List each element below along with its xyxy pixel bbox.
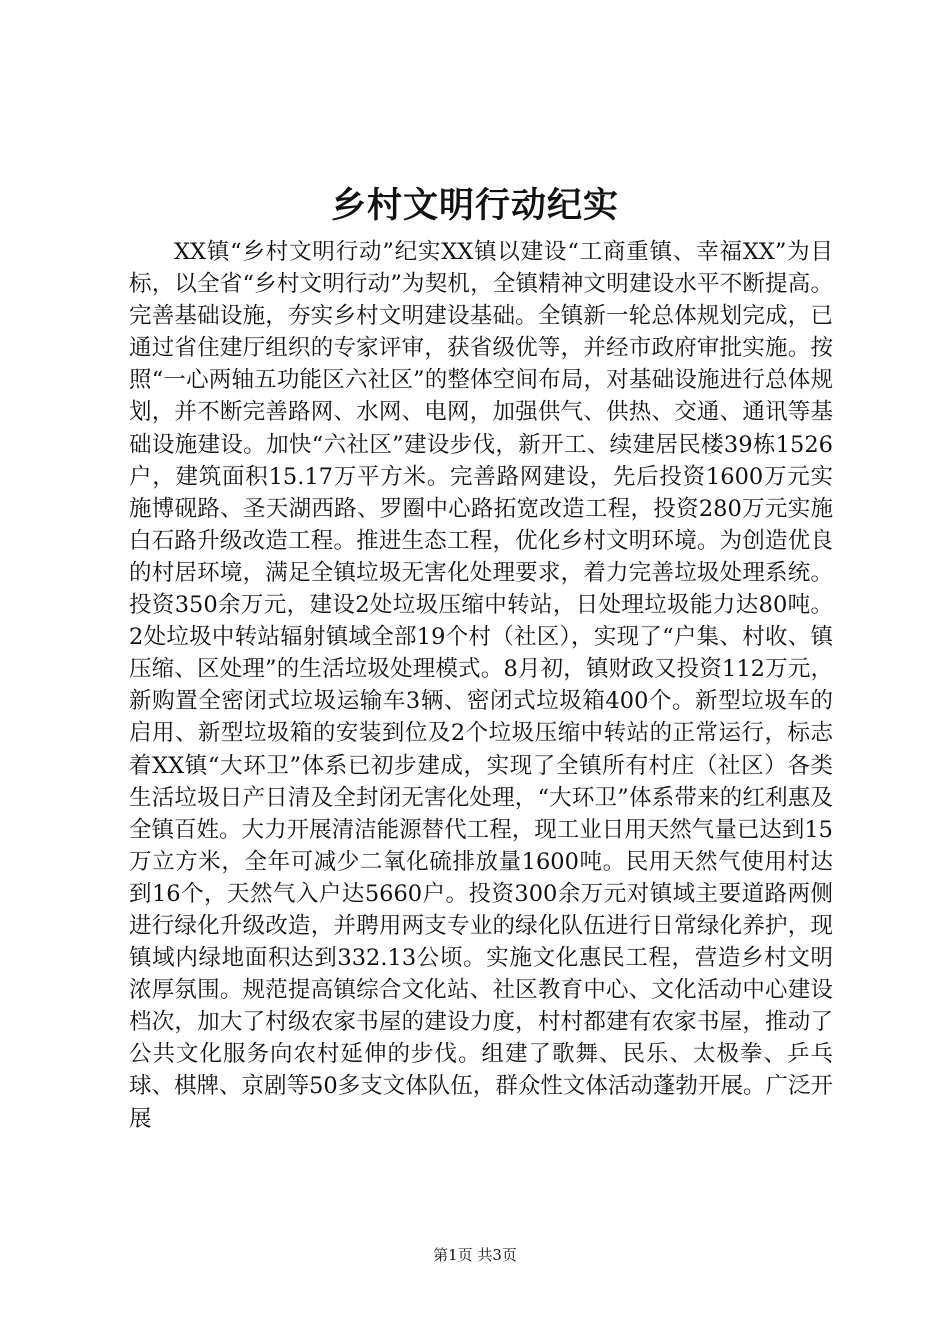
document-title: 乡村文明行动纪实 (330, 186, 619, 226)
document-body-paragraph: XX镇“乡村文明行动”纪实XX镇以建设“工商重镇、幸福XX”为目标，以全省“乡村文明行动”为契机，全镇精神文明建设水平不断提高。完善基础设施，夯实乡村文明建设基础。全镇新一轮总体规划完成，已通过省住建厅组织的专家评审，获省级优等，并经市政府审批实施。按照“一心两轴五功能区六社区”的整体空间布局，对基础设施进行总体规划，并不断完善路网、水网、电网，加强供气、供热、交通、通讯等基础设施建设。加快“六社区”建设步伐，新开工、续建居民楼39栋1526户，建筑面积15.17万平方米。完善路网建设，先后投资1600万元实施博砚路、圣天湖西路、罗圈中心路拓宽改造工程，投资280万元实施白石路升级改造工程。推进生态工程，优化乡村文明环境。为创造优良的村居环境，满足全镇垃圾无害化处理要求，着力完善垃圾处理系统。投资350余万元，建设2处垃圾压缩中转站，日处理垃圾能力达80吨。2处垃圾中转站辐射镇域全部19个村（社区），实现了“户集、村收、镇压缩、区处理”的生活垃圾处理模式。8月初，镇财政又投资112万元，新购置全密闭式垃圾运输车3辆、密闭式垃圾箱400个。新型垃圾车的启用、新型垃圾箱的安装到位及2个垃圾压缩中转站的正常运行，标志着XX镇“大环卫”体系已初步建成，实现了全镇所有村庄（社区）各类生活垃圾日产日清及全封闭无害化处理，“大环卫”体系带来的红利惠及全镇百姓。大力开展清洁能源替代工程，现工业日用天然气量已达到15万立方米，全年可减少二氧化硫排放量1600吨。民用天然气使用村达到16个，天然气入户达5660户。投资300余万元对镇域主要道路两侧进行绿化升级改造，并聘用两支专业的绿化队伍进行日常绿化养护，现镇域内绿地面积达到332.13公顷。实施文化惠民工程，营造乡村文明浓厚氛围。规范提高镇综合文化站、社区教育中心、文化活动中心建设档次，加大了村级农家书屋的建设力度，村村都建有农家书屋，推动了公共文化服务向农村延伸的步伐。组建了歌舞、民乐、太极拳、乒乓球、棋牌、京剧等50多支文体队伍，群众性文体活动蓬勃开展。广泛开展 (129, 239, 833, 1132)
page-indicator: 第1页 共3页 (433, 1246, 517, 1264)
